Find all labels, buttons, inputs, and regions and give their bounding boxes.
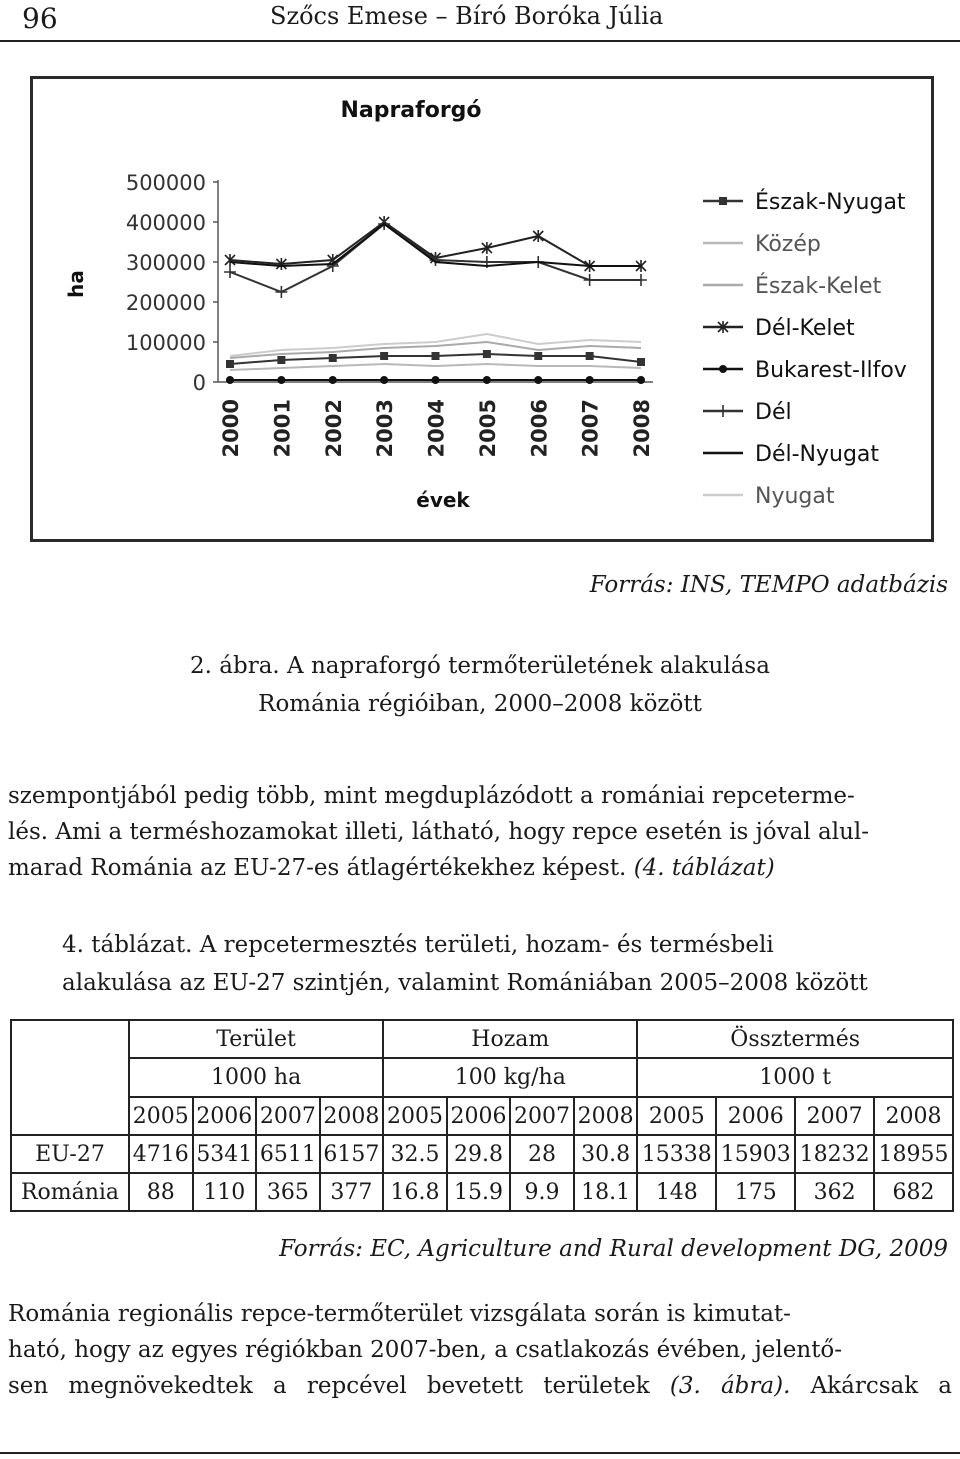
page-number: 96 [22, 2, 58, 35]
data-point [534, 376, 542, 384]
table-caption-text1: A repcetermesztés területi, hozam- és termésbeli [199, 932, 774, 958]
x-tick-label: 2004 [424, 399, 449, 458]
table-cell: 6157 [320, 1135, 384, 1173]
table-cell: 175 [716, 1173, 795, 1211]
data-point [224, 266, 236, 278]
table-cell: 9.9 [510, 1173, 574, 1211]
paragraph-2-line2: ható, hogy az egyes régiókban 2007-ben, a csatlakozás évében, jelentő- [8, 1337, 843, 1363]
table-cell: 30.8 [574, 1135, 638, 1173]
table-cell: 362 [795, 1173, 874, 1211]
table-source: Forrás: EC, Agriculture and Rural development DG, 2009 [279, 1236, 948, 1262]
year-header: 2005 [383, 1097, 447, 1135]
table-cell: 18955 [874, 1135, 953, 1173]
figure-reference: (3. ábra). [669, 1373, 791, 1399]
table-cell: 18232 [795, 1135, 874, 1173]
table-cell: 6511 [256, 1135, 320, 1173]
year-header: 2006 [193, 1097, 257, 1135]
year-header: 2006 [447, 1097, 511, 1135]
paragraph-2 [8, 1296, 952, 1404]
figure-caption-line1: 2. ábra. A napraforgó termőterületének alakulása [190, 653, 770, 679]
legend-label: Dél-Kelet [755, 316, 855, 341]
unit-header: 1000 t [637, 1058, 953, 1097]
table-header-years [11, 1097, 953, 1135]
table-caption-label: 4. táblázat. [62, 932, 193, 958]
data-point [329, 376, 337, 384]
x-tick-label: 2005 [475, 399, 500, 458]
x-tick-label: 2000 [219, 399, 243, 458]
data-point [586, 376, 594, 384]
x-axis-label: évek [416, 488, 470, 512]
table-cell: 110 [193, 1173, 257, 1211]
table-cell: 16.8 [383, 1173, 447, 1211]
x-tick-label: 2003 [373, 399, 398, 458]
data-point [380, 352, 388, 360]
x-tick-label: 2001 [270, 399, 295, 458]
y-tick-label: 0 [192, 371, 206, 395]
legend-label: Észak-Kelet [755, 274, 882, 299]
paragraph-1 [8, 778, 952, 886]
table-cell: 4716 [129, 1135, 193, 1173]
data-point [226, 360, 234, 368]
table-cell: 32.5 [383, 1135, 447, 1173]
legend-label: Közép [755, 232, 821, 257]
data-point [584, 274, 596, 286]
year-header: 2007 [510, 1097, 574, 1135]
data-point [432, 352, 440, 360]
series-line [230, 364, 641, 370]
table-corner [11, 1020, 129, 1058]
table-cell: 365 [256, 1173, 320, 1211]
data-point [275, 286, 287, 298]
table-cell: 377 [320, 1173, 384, 1211]
y-tick-label: 200000 [125, 291, 206, 315]
paragraph-1-line1: szempontjából pedig több, mint megduplázódott a romániai repceterme- [8, 783, 855, 809]
table-cell: 88 [129, 1173, 193, 1211]
table-cell: 5341 [193, 1135, 257, 1173]
y-tick-label: 300000 [125, 251, 206, 275]
page-header [0, 0, 960, 42]
legend-marker [719, 197, 727, 205]
table-header-units [11, 1058, 953, 1097]
legend-marker [717, 405, 729, 417]
figure-source: Forrás: INS, TEMPO adatbázis [589, 572, 948, 598]
y-tick-label: 500000 [125, 171, 206, 195]
table-caption-text2: alakulása az EU-27 szintjén, valamint Romániában 2005–2008 között [62, 970, 868, 996]
unit-header: 100 kg/ha [383, 1058, 637, 1097]
row-label: EU-27 [11, 1135, 129, 1173]
data-point [483, 350, 491, 358]
table-cell: 29.8 [447, 1135, 511, 1173]
x-tick-label: 2008 [630, 399, 654, 458]
x-tick-label: 2007 [578, 399, 603, 458]
line-chart [33, 79, 931, 539]
data-point [483, 376, 491, 384]
paragraph-1-line3-text: marad Románia az EU-27-es átlagértékekhez képest. [8, 855, 627, 881]
table-cell: 28 [510, 1135, 574, 1173]
data-point [277, 356, 285, 364]
data-point [432, 376, 440, 384]
data-point [586, 352, 594, 360]
legend-label: Dél [755, 400, 792, 425]
data-point [329, 354, 337, 362]
table-corner [11, 1058, 129, 1097]
y-axis-label: ha [64, 270, 88, 298]
year-header: 2005 [637, 1097, 716, 1135]
data-point [226, 376, 234, 384]
row-label: Románia [11, 1173, 129, 1211]
table-cell: 15338 [637, 1135, 716, 1173]
table-cell: 15903 [716, 1135, 795, 1173]
legend-marker [719, 365, 727, 373]
table-corner [11, 1097, 129, 1135]
data-point [534, 352, 542, 360]
paragraph-2-line3-tail: Akárcsak a [810, 1373, 953, 1399]
chart-title: Napraforgó [340, 98, 482, 123]
page-footer-rule [0, 1452, 960, 1454]
legend-label: Dél-Nyugat [755, 442, 880, 467]
legend-label: Észak-Nyugat [755, 190, 906, 215]
paragraph-2-line3 [8, 1368, 952, 1404]
year-header: 2008 [874, 1097, 953, 1135]
data-point [637, 376, 645, 384]
running-title: Szőcs Emese – Bíró Boróka Júlia [270, 2, 664, 30]
legend-label: Bukarest-Ilfov [755, 358, 907, 383]
y-tick-label: 400000 [125, 211, 206, 235]
table-cell: 18.1 [574, 1173, 638, 1211]
year-header: 2008 [320, 1097, 384, 1135]
table-cell: 15.9 [447, 1173, 511, 1211]
table-caption [62, 926, 952, 1002]
group-header: Hozam [383, 1020, 637, 1058]
data-point [635, 274, 647, 286]
x-tick-label: 2002 [321, 399, 346, 458]
paragraph-2-line1: Románia regionális repce-termőterület vizsgálata során is kimutat- [8, 1301, 791, 1327]
table-row [11, 1173, 953, 1211]
year-header: 2007 [256, 1097, 320, 1135]
legend-label: Nyugat [755, 484, 835, 509]
figure-caption-line2: Románia régióiban, 2000–2008 között [258, 691, 702, 717]
year-header: 2007 [795, 1097, 874, 1135]
year-header: 2008 [574, 1097, 638, 1135]
table-reference: (4. táblázat) [633, 855, 775, 881]
x-tick-label: 2006 [527, 399, 552, 458]
unit-header: 1000 ha [129, 1058, 383, 1097]
table-header-groups [11, 1020, 953, 1058]
paragraph-1-line2: lés. Ami a terméshozamokat illeti, látható, hogy repce esetén is jóval alul- [8, 819, 870, 845]
y-tick-label: 100000 [125, 331, 206, 355]
year-header: 2006 [716, 1097, 795, 1135]
table-cell: 148 [637, 1173, 716, 1211]
data-point [380, 376, 388, 384]
data-point [277, 376, 285, 384]
figure-chart [30, 76, 934, 542]
year-header: 2005 [129, 1097, 193, 1135]
table-cell: 682 [874, 1173, 953, 1211]
data-point [637, 358, 645, 366]
table-row [11, 1135, 953, 1173]
group-header: Össztermés [637, 1020, 953, 1058]
paragraph-1-line3 [8, 850, 952, 886]
group-header: Terület [129, 1020, 383, 1058]
paragraph-2-line3-text: sen megnövekedtek a repcével bevetett területek [8, 1373, 650, 1399]
data-table [10, 1019, 954, 1212]
